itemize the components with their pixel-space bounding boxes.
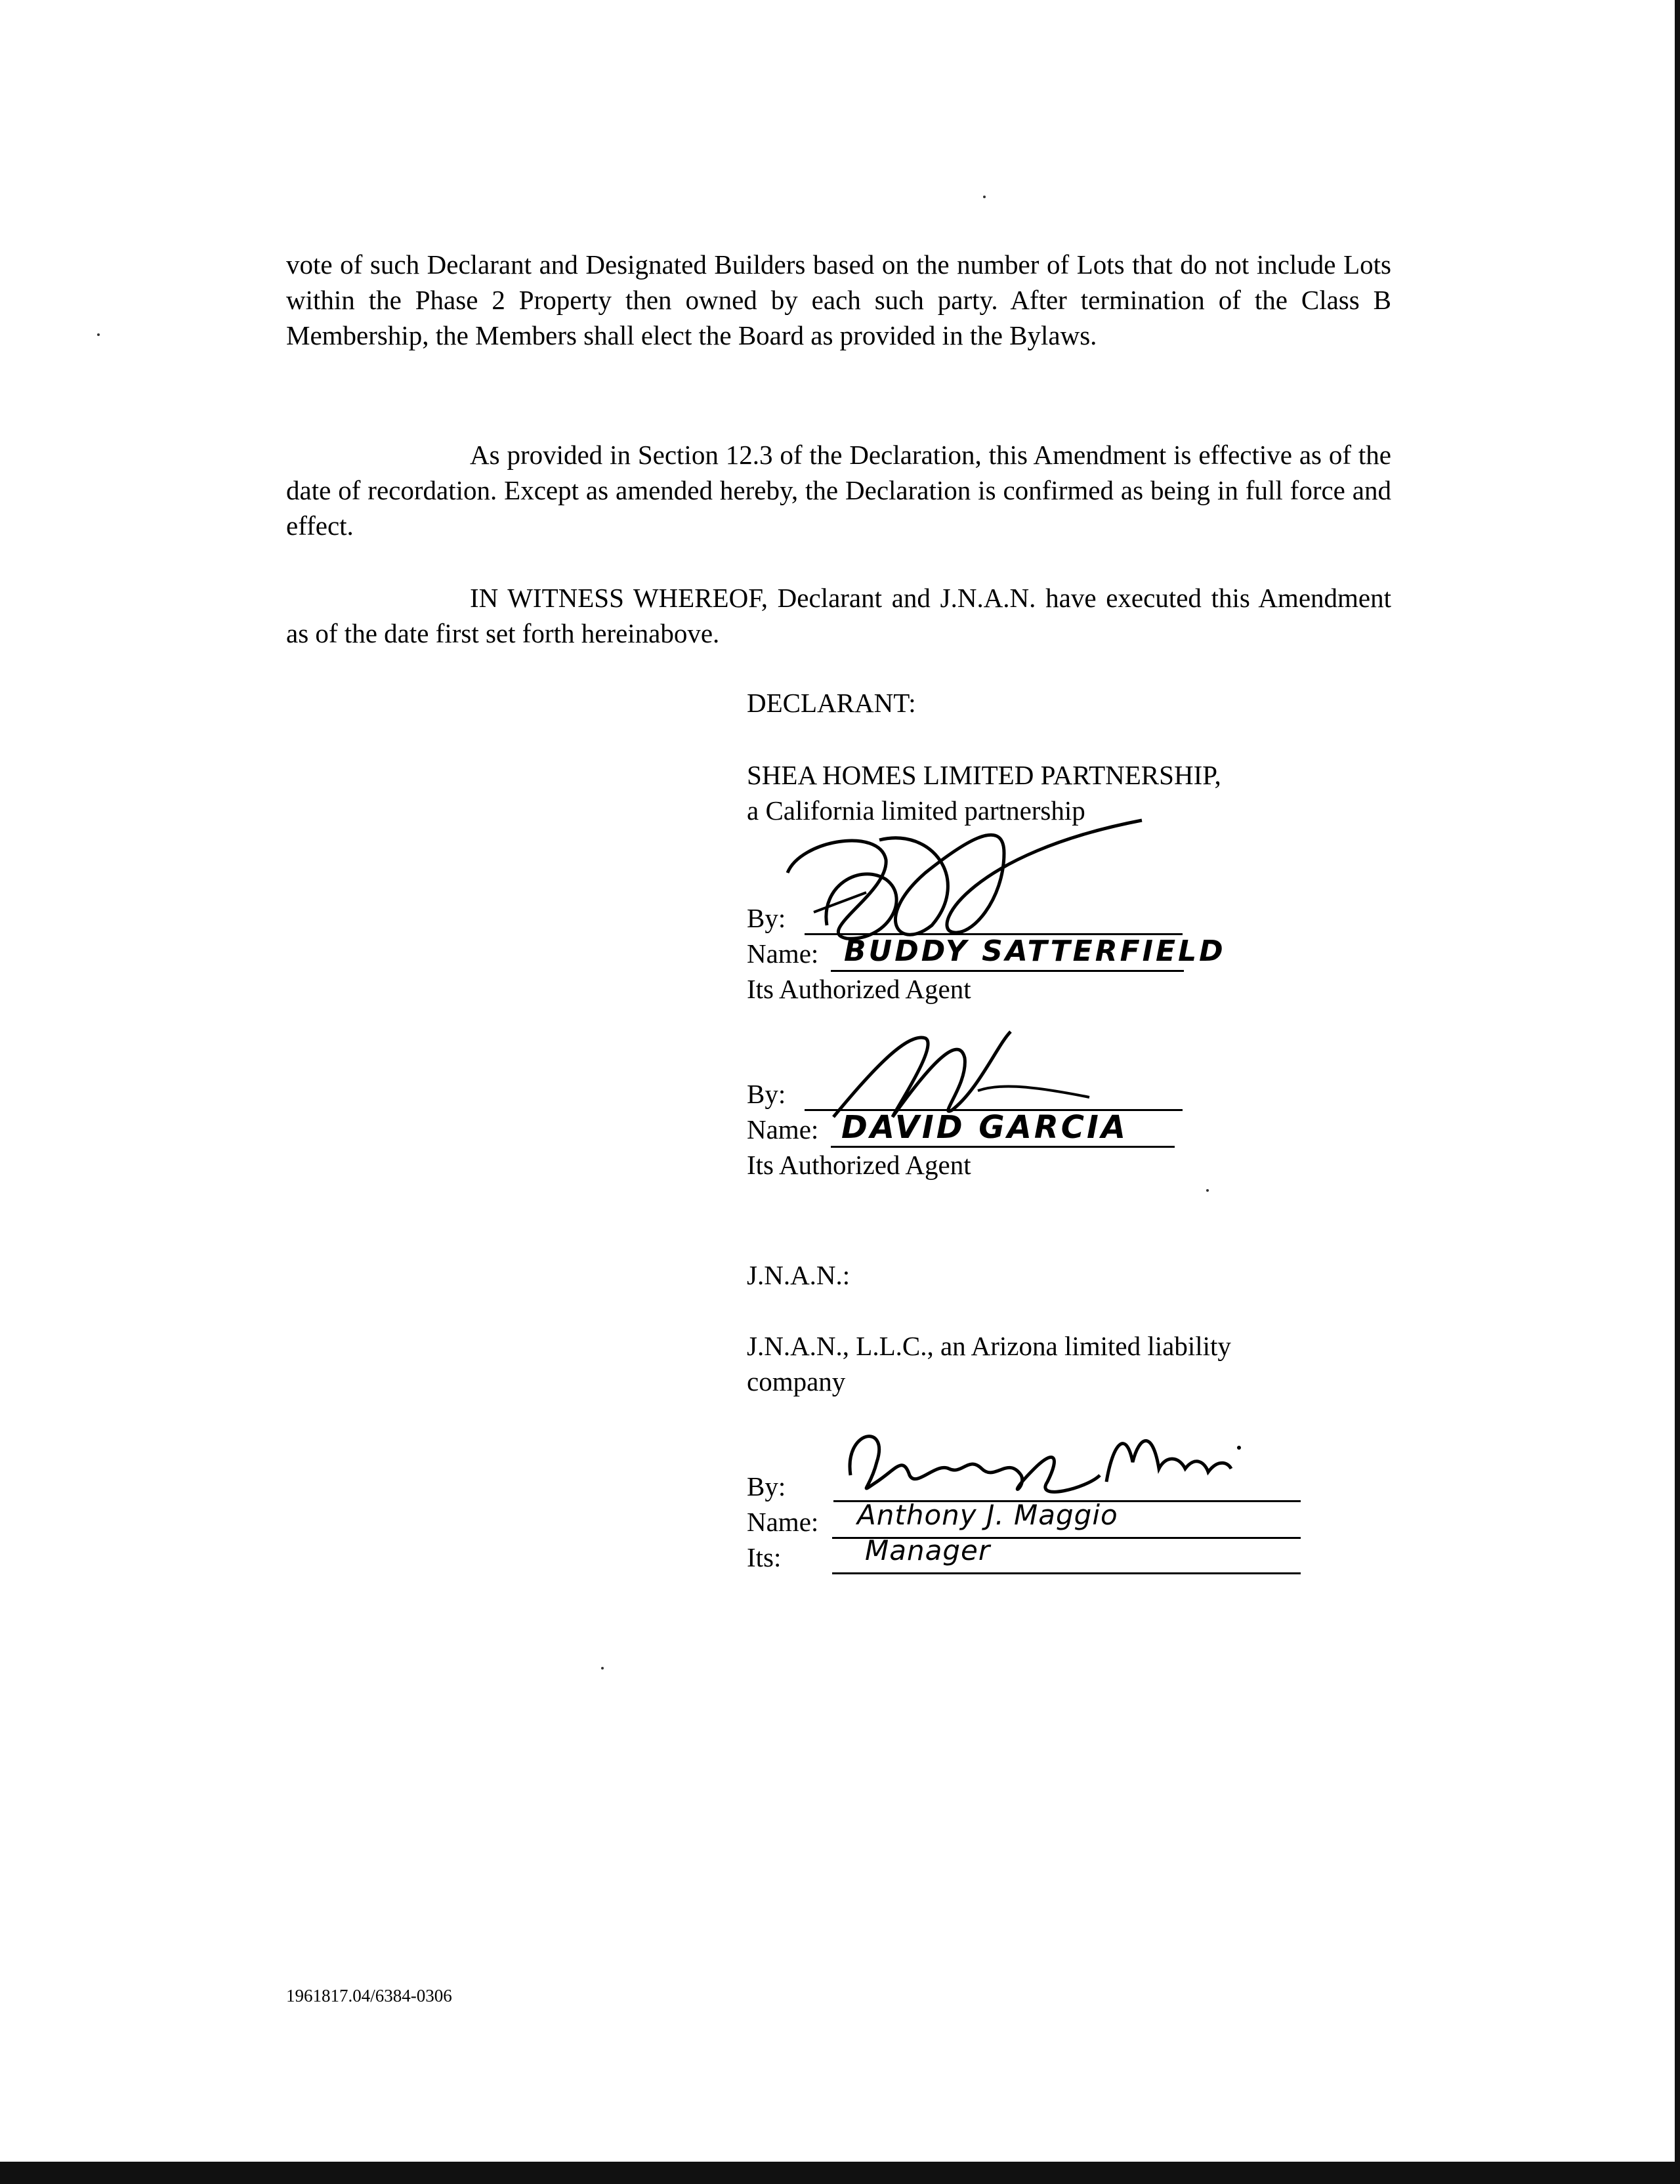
jnan-name-row <box>747 1504 818 1540</box>
signer2-name-label: Name: <box>747 1114 819 1144</box>
document-code: 1961817.04/6384-0306 <box>286 1986 452 2006</box>
jnan-by-label: By: <box>747 1471 786 1502</box>
paragraph-effective-text: As provided in Section 12.3 of the Declaration, this Amendment is effective as of the date of recordation. Except as amended hereby, the Declaration is confirmed as being in full force and effect. <box>286 440 1391 541</box>
jnan-its-line <box>832 1572 1301 1574</box>
jnan-heading: J.N.A.N.: <box>747 1260 850 1290</box>
jnan-its-handwritten: Manager <box>865 1534 991 1566</box>
signer2-name-row <box>747 1112 818 1147</box>
jnan-name-label: Name: <box>747 1507 819 1537</box>
signature-graphic-signer1 <box>774 801 1208 952</box>
scan-speck <box>97 333 100 336</box>
paragraph-witness <box>286 580 1391 651</box>
scan-edge-right <box>1675 0 1680 2184</box>
signer1-by-label: By: <box>747 903 786 933</box>
jnan-name-handwritten: Anthony J. Maggio <box>857 1499 1118 1531</box>
paragraph-voting-text: vote of such Declarant and Designated Builders based on the number of Lots that do not include Lots within the Phase 2 Property then owned by each such party. After termination of the Class B Membership, the Members shall elect the Board as provided in the Bylaws. <box>286 249 1391 350</box>
scan-speck <box>1206 1189 1209 1192</box>
jnan-entity-type: company <box>747 1366 846 1396</box>
signer1-title: Its Authorized Agent <box>747 974 971 1004</box>
scan-speck <box>983 196 986 198</box>
paragraph-witness-text: IN WITNESS WHEREOF, Declarant and J.N.A.N. have executed this Amendment as of the date first set forth hereinabove. <box>286 583 1391 648</box>
jnan-entity-name: J.N.A.N., L.L.C., an Arizona limited liability <box>747 1331 1231 1361</box>
signer1-name-handwritten: BUDDY SATTERFIELD <box>844 934 1226 968</box>
paragraph-effective <box>286 437 1391 543</box>
signer1-name-label: Name: <box>747 938 819 969</box>
signer2-name-handwritten: DAVID GARCIA <box>841 1109 1129 1146</box>
jnan-by-row <box>747 1469 786 1504</box>
jnan-its-row <box>747 1540 781 1575</box>
declarant-entity-type: a California limited partnership <box>747 795 1085 826</box>
scan-speck <box>601 1667 604 1670</box>
signer1-name-row <box>747 936 818 971</box>
scan-edge-bottom <box>0 2162 1680 2184</box>
signer2-by-label: By: <box>747 1079 786 1109</box>
signer1-by-row <box>747 900 786 936</box>
paragraph-voting <box>286 247 1391 353</box>
jnan-its-label: Its: <box>747 1542 782 1572</box>
signer2-by-row <box>747 1076 786 1112</box>
declarant-heading: DECLARANT: <box>747 688 916 718</box>
signer2-title: Its Authorized Agent <box>747 1150 971 1180</box>
declarant-entity-name: SHEA HOMES LIMITED PARTNERSHIP, <box>747 760 1221 790</box>
